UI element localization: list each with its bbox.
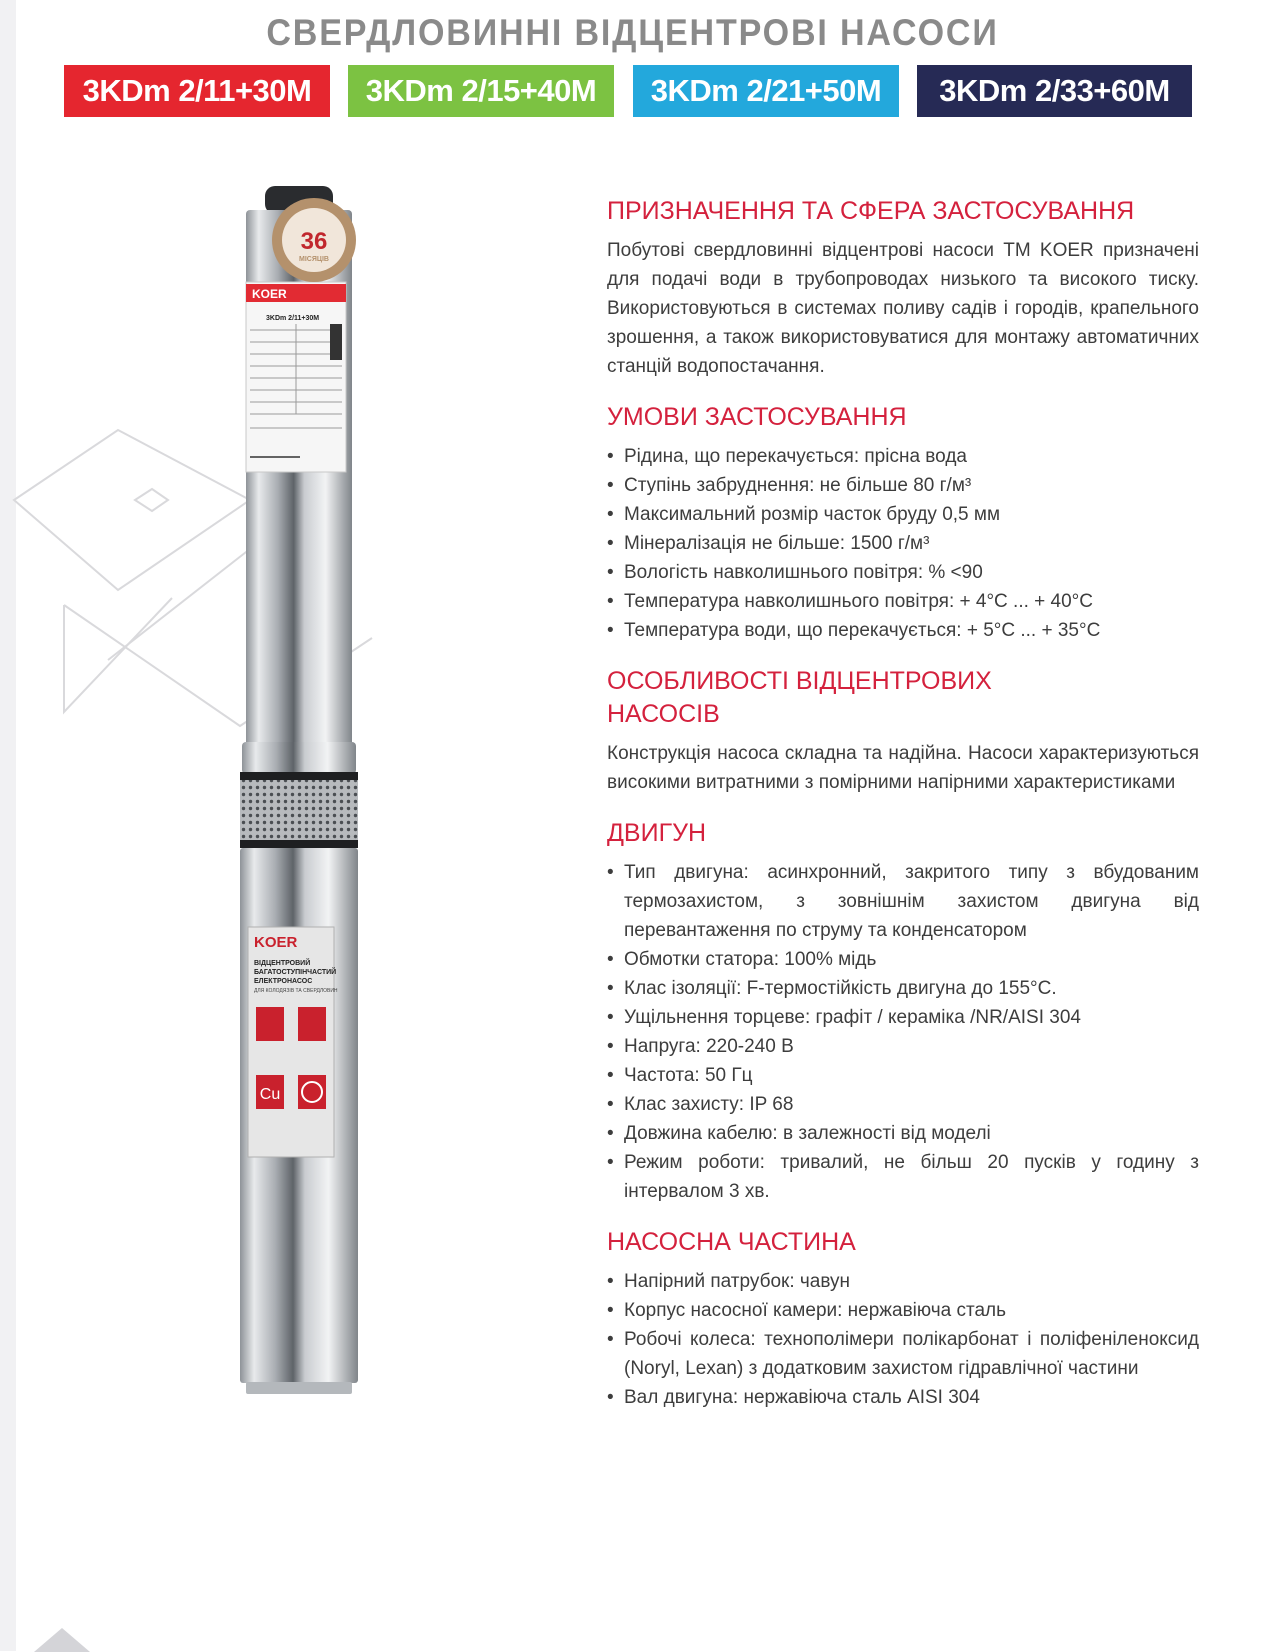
list-item: • Температура води, що перекачується: + 5°С ... + 35°С [607,620,1101,641]
section-pump-part-title: НАСОСНА ЧАСТИНА [607,1228,856,1256]
page-title: СВЕРДЛОВИННІ ВІДЦЕНТРОВІ НАСОСИ [266,12,999,53]
section-features-title: ОСОБЛИВОСТІ ВІДЦЕНТРОВИХ НАСОСІВ [607,667,992,728]
motor-list [607,858,1199,1206]
conditions-list [607,442,1199,645]
list-item: • Вологість навколишнього повітря: % <90 [607,562,983,583]
deco-diamond-small [135,489,168,511]
list-item: • Рідина, що перекачується: прісна вода [607,446,967,467]
warranty-number: 36 [300,228,328,255]
section-features-text: Конструкція насоса складна та надійна. Насоси характеризуються високими витратними з помірними напірними характеристиками [607,743,1199,793]
corner-decoration [34,1628,90,1652]
list-item: • Режим роботи: тривалий, не більш 20 пусків у годину з інтервалом 3 хв. [607,1152,1199,1202]
pump-body-sub: ДЛЯ КОЛОДЯЗІВ ТА СВЕРДЛОВИН [254,988,338,994]
list-item: • Довжина кабелю: в залежності від моделі [607,1123,991,1144]
list-item: • Робочі колеса: технополімери полікарбонат і поліфеніленоксид (Noryl, Lexan) з додатковим захистом гідравлічної частини [607,1329,1199,1379]
pump-body-brand: KOER [254,934,298,951]
pump-label-tab [330,324,342,360]
section-purpose-text: Побутові свердловинні відцентрові насоси ТМ KOER призначені для подачі води в трубопроводах низького та високого тиску. Використовуються в системах поливу садів і городів, крапельного зрошення, а також використовуватися для монтажу автоматичних станцій водопостачання. [607,240,1199,377]
pump-upper-ring [242,742,356,774]
model-tag-1: 3KDm 2/11+30M [64,65,330,117]
list-item: • Ступінь забруднення: не більше 80 г/м³ [607,475,972,496]
list-item: • Обмотки статора: 100% мідь [607,949,877,970]
pump-copper-symbol: Cu [259,1086,281,1103]
pump-seal-ring-2 [240,840,358,848]
list-item: • Напруга: 220-240 В [607,1036,794,1057]
deco-diagonal [108,545,255,660]
list-item: • Тип двигуна: асинхронний, закритого типу з вбудованим термозахистом, з зовнішнім захистом двигуна від перевантаження по струму та конденсатором [607,862,1199,941]
pump-body-line-1: ВІДЦЕНТРОВИЙ [254,960,311,967]
pump-icon-hammer [256,1007,284,1041]
model-bar [64,65,1192,117]
list-item: • Ущільнення торцеве: графіт / кераміка /NR/AISI 304 [607,1007,1081,1028]
list-item: • Корпус насосної камери: нержавіюча сталь [607,1300,1007,1321]
description-column [607,195,1199,1432]
list-item: • Температура навколишнього повітря: + 4°С ... + 40°С [607,591,1093,612]
model-tag-3: 3KDm 2/21+50M [633,65,899,117]
list-item: • Напірний патрубок: чавун [607,1271,851,1292]
list-item: • Максимальний розмір часток бруду 0,5 мм [607,504,1001,525]
pump-part-list [607,1267,1199,1412]
pump-intake-mesh [240,780,358,842]
section-purpose-title: ПРИЗНАЧЕННЯ ТА СФЕРА ЗАСТОСУВАННЯ [607,197,1135,225]
section-conditions-title: УМОВИ ЗАСТОСУВАННЯ [607,403,907,431]
pump-body-line-2: БАГАТОСТУПІНЧАСТИЙ [254,969,337,976]
list-item: • Мінералізація не більше: 1500 г/м³ [607,533,930,554]
pump-body-line-3: ЕЛЕКТРОНАСОС [254,978,313,985]
pump-label-model: 3KDm 2/11+30M [266,315,320,322]
section-pump-part [607,1226,1199,1412]
left-margin-bar [0,0,16,1651]
pump-bottom-cap [246,1382,352,1394]
pump-label-brand: KOER [252,287,287,301]
section-purpose [607,195,1199,381]
section-motor [607,817,1199,1206]
warranty-seal [272,198,356,282]
section-conditions [607,401,1199,645]
warranty-unit: МІСЯЦІВ [299,256,329,263]
list-item: • Клас ізоляції: F-термостійкість двигуна до 155°С. [607,978,1057,999]
section-motor-title: ДВИГУН [607,819,707,847]
list-item: • Частота: 50 Гц [607,1065,753,1086]
section-features [607,665,1199,797]
list-item: • Вал двигуна: нержавіюча сталь AISI 304 [607,1387,980,1408]
model-tag-4: 3KDm 2/33+60M [917,65,1192,117]
pump-illustration [240,182,380,1457]
model-tag-2: 3KDm 2/15+40M [348,65,614,117]
deco-diamond-large [14,430,250,590]
pump-seal-ring-1 [240,772,358,780]
pump-icon-pen [298,1007,326,1041]
list-item: • Клас захисту: IP 68 [607,1094,794,1115]
